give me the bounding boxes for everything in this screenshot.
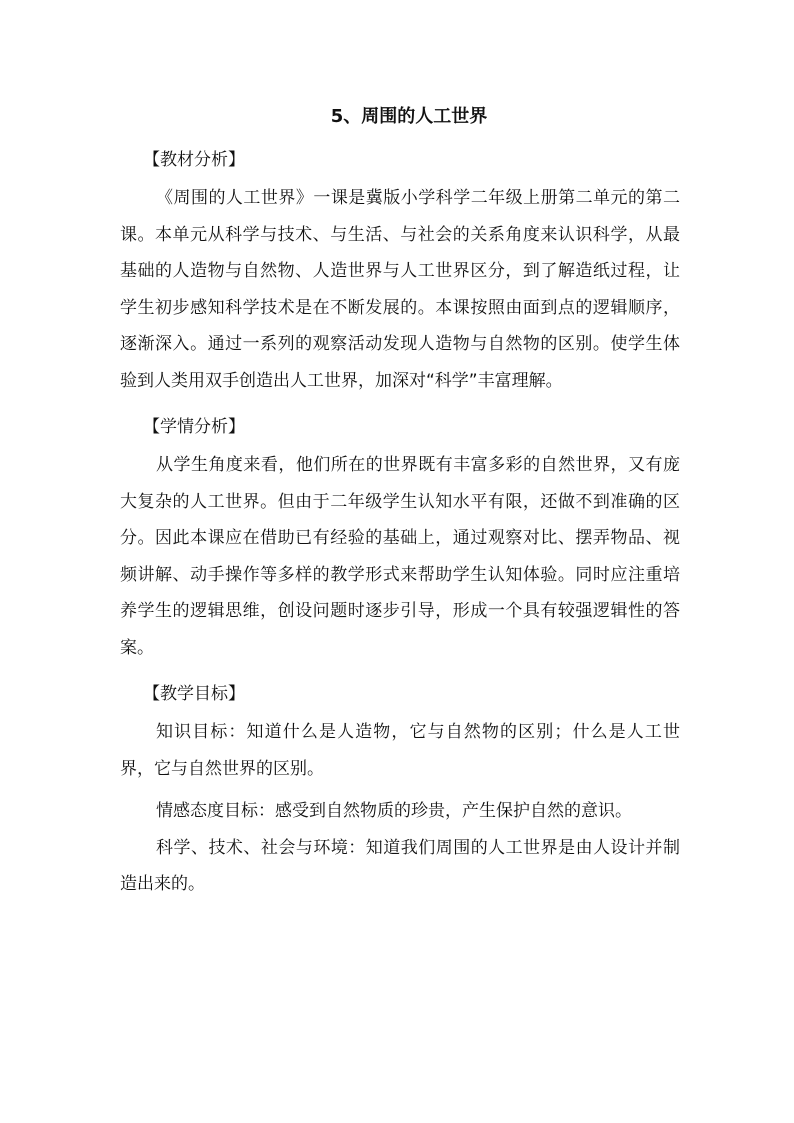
document-body xyxy=(120,102,680,903)
section-textbook-analysis xyxy=(120,142,680,399)
paragraph: 科学、技术、社会与环境：知道我们周围的人工世界是由人设计并制造出来的。 xyxy=(120,837,680,894)
section-student-analysis xyxy=(120,409,680,666)
paragraph: 情感态度目标：感受到自然物质的珍贵，产生保护自然的意识。 xyxy=(156,801,632,821)
section-teaching-goals xyxy=(120,676,680,903)
section-heading: 【学情分析】 xyxy=(143,417,245,437)
paragraph: 从学生角度来看，他们所在的世界既有丰富多彩的自然世界，又有庞大复杂的人工世界。但由于二年级学生认知水平有限，还做不到准确的区分。因此本课应在借助已有经验的基础上，通过观察对比、摆弄物品、视频讲解、动手操作等多样的教学形式来帮助学生认知体验。同时应注重培养学生的逻辑思维，创设问题时逐步引导，形成一个具有较强逻辑性的答案。 xyxy=(120,455,680,658)
section-heading: 【教材分析】 xyxy=(143,150,245,170)
paragraph: 《周围的人工世界》一课是冀版小学科学二年级上册第二单元的第二课。本单元从科学与技术、与生活、与社会的关系角度来认识科学，从最基础的人造物与自然物、人造世界与人工世界区分，到了解造纸过程，让学生初步感知科学技术是在不断发展的。本课按照由面到点的逻辑顺序，逐渐深入。通过一系列的观察活动发现人造物与自然物的区别。使学生体验到人类用双手创造出人工世界，加深对“科学”丰富理解。 xyxy=(120,188,680,391)
page-title: 5、周围的人工世界 xyxy=(330,106,488,127)
section-heading: 【教学目标】 xyxy=(143,684,245,704)
paragraph: 知识目标：知道什么是人造物，它与自然物的区别；什么是人工世界，它与自然世界的区别。 xyxy=(120,722,680,779)
